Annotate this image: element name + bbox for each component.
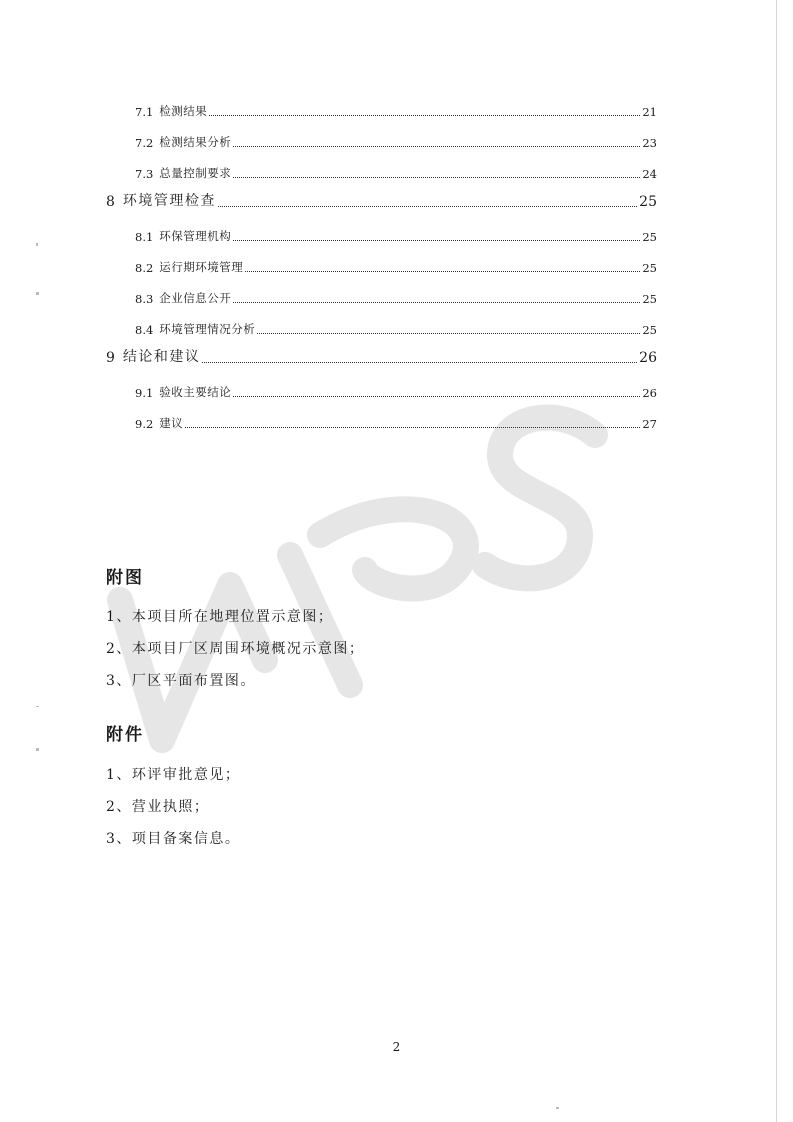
attached-figure-item: 3、厂区平面布置图。 bbox=[106, 673, 256, 689]
toc-entry-number: 7.1 bbox=[135, 105, 154, 119]
toc-entry-title: 验收主要结论 bbox=[159, 385, 232, 399]
attached-figure-item: 1、本项目所在地理位置示意图； bbox=[106, 609, 334, 625]
toc-dot-leader bbox=[233, 302, 640, 303]
toc-dot-leader bbox=[218, 206, 637, 207]
toc-entry-number: 8.3 bbox=[135, 292, 154, 306]
toc-entry-page: 27 bbox=[642, 417, 657, 431]
scan-speck bbox=[36, 292, 39, 295]
toc-entry-page: 24 bbox=[642, 167, 657, 181]
attached-figure-item: 2、本项目厂区周围环境概况示意图； bbox=[106, 641, 365, 657]
scan-speck bbox=[36, 243, 38, 246]
toc-entry-number: 9.1 bbox=[135, 386, 154, 400]
toc-entry-title: 环保管理机构 bbox=[159, 229, 232, 243]
toc-entry-page: 25 bbox=[642, 261, 657, 275]
toc-entry[interactable] bbox=[135, 228, 657, 244]
toc-entry-title: 结论和建议 bbox=[122, 349, 201, 365]
toc-dot-leader bbox=[209, 115, 640, 116]
attachment-item: 2、营业执照； bbox=[106, 799, 210, 815]
attachments-heading: 附件 bbox=[106, 725, 144, 745]
toc-entry-page: 25 bbox=[639, 194, 657, 210]
toc-entry[interactable] bbox=[135, 134, 657, 150]
toc-entry-page: 25 bbox=[642, 230, 657, 244]
toc-dot-leader bbox=[233, 146, 640, 147]
toc-entry[interactable] bbox=[135, 165, 657, 181]
toc-entry[interactable] bbox=[135, 321, 657, 337]
toc-entry-number: 9.2 bbox=[135, 417, 154, 431]
toc-entry-number: 8.4 bbox=[135, 323, 154, 337]
toc-entry-number: 8.1 bbox=[135, 230, 154, 244]
toc-entry-page: 25 bbox=[642, 292, 657, 306]
scan-speck bbox=[36, 748, 39, 751]
toc-entry-title: 环境管理检查 bbox=[122, 193, 216, 209]
toc-dot-leader bbox=[185, 427, 640, 428]
toc-entry-number: 8 bbox=[106, 194, 115, 210]
toc-entry-number: 7.2 bbox=[135, 136, 154, 150]
attached-figures-heading: 附图 bbox=[106, 568, 144, 588]
toc-dot-leader bbox=[233, 396, 640, 397]
toc-entry-title: 检测结果分析 bbox=[159, 135, 232, 149]
toc-entry-title: 总量控制要求 bbox=[159, 166, 232, 180]
attachment-item: 3、项目备案信息。 bbox=[106, 831, 241, 847]
toc-entry-title: 环境管理情况分析 bbox=[159, 322, 256, 336]
toc-entry-number: 9 bbox=[106, 350, 115, 366]
toc-entry-number: 7.3 bbox=[135, 167, 154, 181]
toc-dot-leader bbox=[245, 271, 640, 272]
toc-dot-leader bbox=[233, 240, 640, 241]
toc-entry-page: 25 bbox=[642, 323, 657, 337]
toc-entry[interactable] bbox=[135, 103, 657, 119]
toc-entry-page: 23 bbox=[642, 136, 657, 150]
toc-entry[interactable] bbox=[135, 259, 657, 275]
attachment-item: 1、环评审批意见； bbox=[106, 767, 241, 783]
toc-dot-leader bbox=[257, 333, 640, 334]
toc-dot-leader bbox=[202, 362, 637, 363]
toc-entry-page: 21 bbox=[642, 105, 657, 119]
toc-entry[interactable] bbox=[106, 346, 657, 366]
toc-dot-leader bbox=[233, 177, 640, 178]
toc-entry[interactable] bbox=[135, 384, 657, 400]
toc-entry[interactable] bbox=[135, 290, 657, 306]
toc-entry-page: 26 bbox=[642, 386, 657, 400]
toc-entry[interactable] bbox=[135, 415, 657, 431]
toc-entry-title: 检测结果 bbox=[159, 104, 208, 118]
page-number: 2 bbox=[392, 1040, 401, 1054]
scan-speck bbox=[556, 1107, 559, 1109]
scan-edge-line bbox=[776, 0, 777, 1122]
toc-entry-number: 8.2 bbox=[135, 261, 154, 275]
toc-entry-title: 建议 bbox=[159, 416, 184, 430]
toc-entry-page: 26 bbox=[639, 350, 657, 366]
wps-watermark-logo bbox=[100, 395, 620, 755]
toc-entry[interactable] bbox=[106, 190, 657, 210]
scan-speck bbox=[36, 706, 39, 707]
toc-entry-title: 企业信息公开 bbox=[159, 291, 232, 305]
toc-entry-title: 运行期环境管理 bbox=[159, 260, 244, 274]
